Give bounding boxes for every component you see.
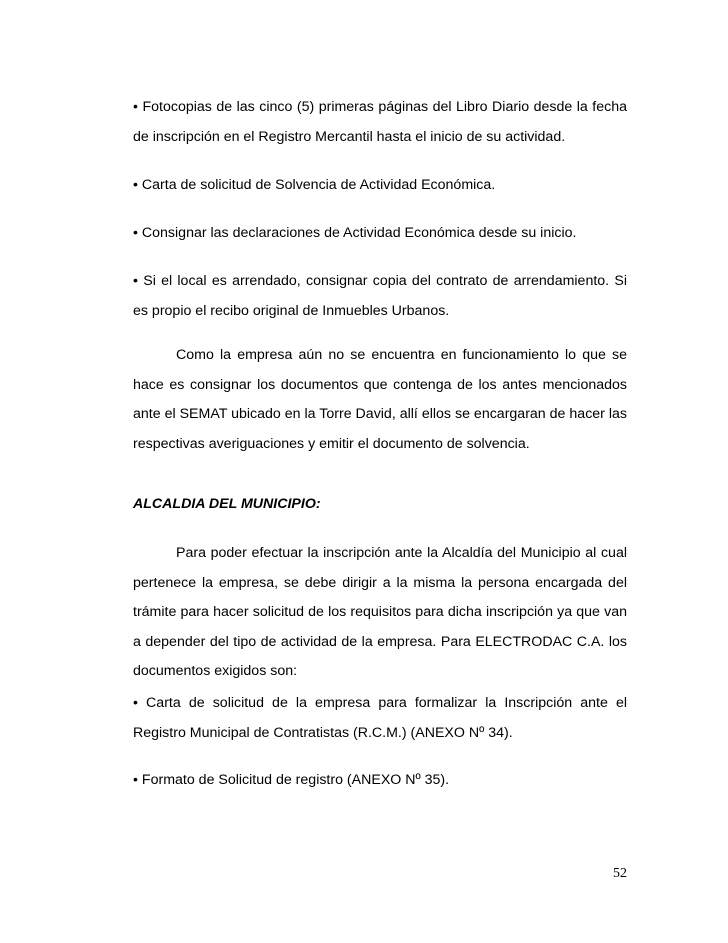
bullet-fotocopias: • Fotocopias de las cinco (5) primeras páginas del Libro Diario desde la fecha de inscripción en el Registro Mercantil hasta el inicio de su actividad. [133,99,627,145]
bullet-formato-solicitud: • Formato de Solicitud de registro (ANEXO Nº 35). [133,772,450,788]
bullet-carta-inscripcion: • Carta de solicitud de la empresa para formalizar la Inscripción ante el Registro Municipal de Contratistas (R.C.M.) (ANEXO Nº 34). [133,695,627,741]
bullet-carta-solvencia: • Carta de solicitud de Solvencia de Actividad Económica. [133,177,496,193]
paragraph-alcaldia: Para poder efectuar la inscripción ante la Alcaldía del Municipio al cual pertenece la empresa, se debe dirigir a la misma la persona encargada del trámite para hacer solicitud de los requisitos para dicha inscripción ya que van a depender del tipo de actividad de la empresa. Para ELECTRODAC C.A. los documentos exigidos son: [133,545,627,680]
paragraph-semat: Como la empresa aún no se encuentra en funcionamiento lo que se hace es consignar los documentos que contenga de los antes mencionados ante el SEMAT ubicado en la Torre David, allí ellos se encargaran de hacer las respectivas averiguaciones y emitir el documento de solvencia. [133,347,627,452]
section-heading: ALCALDIA DEL MUNICIPIO: [133,496,321,512]
page-number: 52 [613,866,627,881]
bullet-declaraciones: • Consignar las declaraciones de Actividad Económica desde su inicio. [133,225,577,241]
bullet-local-arrendado: • Si el local es arrendado, consignar copia del contrato de arrendamiento. Si es propio el recibo original de Inmuebles Urbanos. [133,273,627,319]
